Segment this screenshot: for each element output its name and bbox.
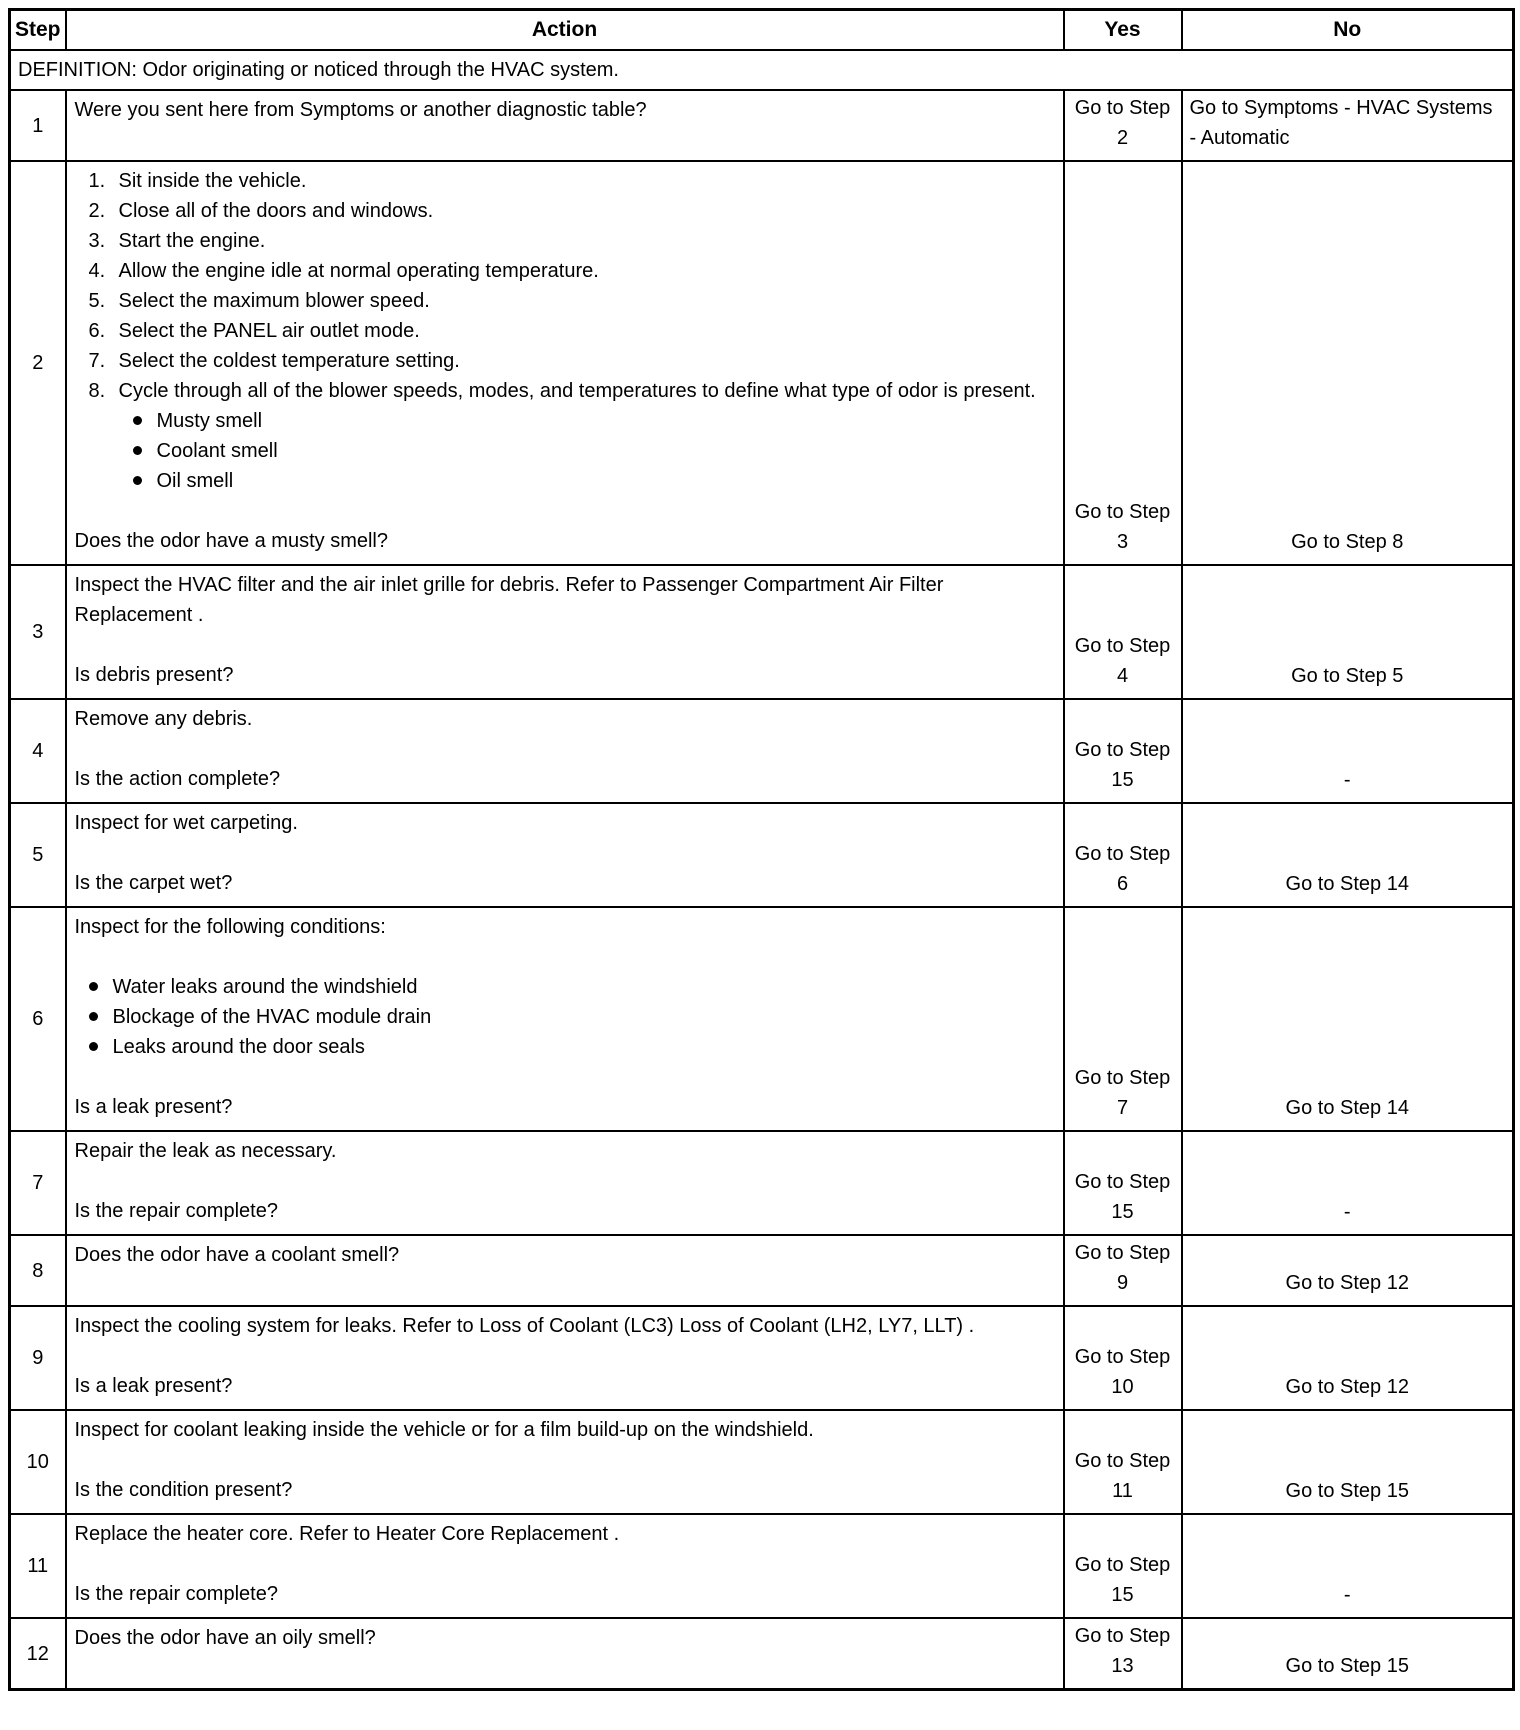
yes-cell: Go to Step 7 (1064, 907, 1182, 1131)
header-row (10, 10, 1514, 51)
numbered-item (89, 166, 1053, 196)
numbered-item (89, 256, 1053, 286)
column-header-action: Action (66, 10, 1064, 51)
bullet-list (89, 972, 1053, 1062)
action-question: Is the condition present? (74, 1479, 293, 1501)
action-cell (66, 1618, 1064, 1690)
item-text: Allow the engine idle at normal operating temperature. (118, 260, 599, 282)
bullet-item (89, 972, 1053, 1002)
item-text: Select the maximum blower speed. (118, 290, 430, 312)
bullet-icon (89, 1012, 98, 1021)
bullet-icon (133, 446, 142, 455)
item-text: Select the coldest temperature setting. (118, 350, 460, 372)
action-cell (66, 1235, 1064, 1306)
action-cell (66, 565, 1064, 699)
yes-cell: Go to Step 3 (1064, 161, 1182, 565)
action-text: Inspect the HVAC filter and the air inlet grille for debris. Refer to Passenger Compartment Air Filter Replacement . (74, 574, 944, 626)
item-number: 2. (88, 200, 106, 222)
step-cell: 10 (10, 1410, 66, 1514)
numbered-item (89, 316, 1053, 346)
column-header-yes: Yes (1064, 10, 1182, 51)
action-text: Replace the heater core. Refer to Heater Core Replacement . (74, 1523, 620, 1545)
action-question: Is the repair complete? (74, 1200, 278, 1222)
no-cell: - (1182, 1514, 1514, 1618)
item-number: 7. (88, 350, 106, 372)
no-cell: Go to Step 5 (1182, 565, 1514, 699)
bullet-icon (133, 476, 142, 485)
item-number: 5. (88, 290, 106, 312)
no-cell: Go to Step 12 (1182, 1235, 1514, 1306)
bullet-item (133, 406, 1053, 436)
no-cell: Go to Step 8 (1182, 161, 1514, 565)
step-cell: 4 (10, 699, 66, 803)
bullet-item-text: Leaks around the door seals (112, 1036, 365, 1058)
action-text: Does the odor have an oily smell? (74, 1627, 376, 1649)
bullet-item (133, 466, 1053, 496)
action-text: Inspect the cooling system for leaks. Refer to Loss of Coolant (LC3) Loss of Coolant (LH2, LY7, LLT) . (74, 1315, 975, 1337)
action-text: Inspect for wet carpeting. (74, 812, 298, 834)
yes-cell: Go to Step 15 (1064, 699, 1182, 803)
table-body (10, 50, 1514, 1690)
table-row (10, 1514, 1514, 1618)
no-cell: Go to Step 12 (1182, 1306, 1514, 1410)
item-text: Start the engine. (118, 230, 266, 252)
step-cell: 8 (10, 1235, 66, 1306)
numbered-item (89, 346, 1053, 376)
action-cell (66, 803, 1064, 907)
action-question: Does the odor have a musty smell? (74, 530, 388, 552)
action-question: Is a leak present? (74, 1096, 233, 1118)
action-question: Is debris present? (74, 664, 234, 686)
action-text: Remove any debris. (74, 708, 253, 730)
step-cell: 7 (10, 1131, 66, 1235)
item-text: Select the PANEL air outlet mode. (118, 320, 420, 342)
action-cell (66, 1131, 1064, 1235)
definition-text: DEFINITION: Odor originating or noticed through the HVAC system. (10, 50, 1514, 90)
yes-cell: Go to Step 15 (1064, 1514, 1182, 1618)
step-cell: 9 (10, 1306, 66, 1410)
bullet-item-text: Musty smell (156, 410, 263, 432)
action-question: Is the repair complete? (74, 1583, 278, 1605)
bullet-item (133, 436, 1053, 466)
table-row (10, 1306, 1514, 1410)
numbered-list (89, 166, 1053, 496)
diagnostic-table (8, 8, 1515, 1691)
no-cell: - (1182, 699, 1514, 803)
table-row (10, 161, 1514, 565)
no-cell: Go to Step 14 (1182, 803, 1514, 907)
table-row (10, 803, 1514, 907)
item-number: 8. (88, 380, 106, 402)
action-question: Is the action complete? (74, 768, 281, 790)
action-cell (66, 1514, 1064, 1618)
table-row (10, 565, 1514, 699)
yes-cell: Go to Step 15 (1064, 1131, 1182, 1235)
yes-cell: Go to Step 13 (1064, 1618, 1182, 1690)
item-number: 4. (88, 260, 106, 282)
item-text: Cycle through all of the blower speeds, modes, and temperatures to define what type of odor is present. (118, 380, 1036, 402)
no-cell: Go to Step 14 (1182, 907, 1514, 1131)
bullet-item (89, 1032, 1053, 1062)
step-cell: 5 (10, 803, 66, 907)
numbered-item (89, 196, 1053, 226)
yes-cell: Go to Step 4 (1064, 565, 1182, 699)
action-cell (66, 90, 1064, 161)
bullet-item-text: Oil smell (156, 470, 234, 492)
step-cell: 11 (10, 1514, 66, 1618)
item-text: Sit inside the vehicle. (118, 170, 307, 192)
no-cell: Go to Step 15 (1182, 1618, 1514, 1690)
action-question: Is the carpet wet? (74, 872, 233, 894)
yes-cell: Go to Step 2 (1064, 90, 1182, 161)
action-text: Inspect for the following conditions: (74, 916, 386, 938)
action-cell (66, 907, 1064, 1131)
action-text: Repair the leak as necessary. (74, 1140, 337, 1162)
yes-cell: Go to Step 6 (1064, 803, 1182, 907)
bullet-icon (133, 416, 142, 425)
step-cell: 3 (10, 565, 66, 699)
definition-row (10, 50, 1514, 90)
yes-cell: Go to Step 11 (1064, 1410, 1182, 1514)
bullet-item (89, 1002, 1053, 1032)
action-cell (66, 161, 1064, 565)
action-text: Does the odor have a coolant smell? (74, 1244, 400, 1266)
column-header-no: No (1182, 10, 1514, 51)
table-row (10, 90, 1514, 161)
bullet-item-text: Coolant smell (156, 440, 278, 462)
action-question: Is a leak present? (74, 1375, 233, 1397)
numbered-item (89, 376, 1053, 406)
no-cell: Go to Step 15 (1182, 1410, 1514, 1514)
item-number: 3. (88, 230, 106, 252)
no-cell: Go to Symptoms - HVAC Systems - Automatic (1182, 90, 1514, 161)
table-row (10, 1410, 1514, 1514)
action-text: Were you sent here from Symptoms or another diagnostic table? (74, 99, 647, 121)
item-number: 6. (88, 320, 106, 342)
table-row (10, 1618, 1514, 1690)
step-cell: 1 (10, 90, 66, 161)
yes-cell: Go to Step 10 (1064, 1306, 1182, 1410)
item-number: 1. (88, 170, 106, 192)
table-row (10, 1131, 1514, 1235)
bullet-item-text: Blockage of the HVAC module drain (112, 1006, 432, 1028)
action-cell (66, 1410, 1064, 1514)
step-cell: 12 (10, 1618, 66, 1690)
action-cell (66, 1306, 1064, 1410)
no-cell: - (1182, 1131, 1514, 1235)
action-text: Inspect for coolant leaking inside the vehicle or for a film build-up on the windshield. (74, 1419, 814, 1441)
step-cell: 2 (10, 161, 66, 565)
table-row (10, 699, 1514, 803)
numbered-item (89, 286, 1053, 316)
table-row (10, 1235, 1514, 1306)
item-text: Close all of the doors and windows. (118, 200, 434, 222)
action-cell (66, 699, 1064, 803)
table-row (10, 907, 1514, 1131)
bullet-icon (89, 982, 98, 991)
bullet-icon (89, 1042, 98, 1051)
numbered-item (89, 226, 1053, 256)
bullet-item-text: Water leaks around the windshield (112, 976, 418, 998)
column-header-step: Step (10, 10, 66, 51)
yes-cell: Go to Step 9 (1064, 1235, 1182, 1306)
step-cell: 6 (10, 907, 66, 1131)
